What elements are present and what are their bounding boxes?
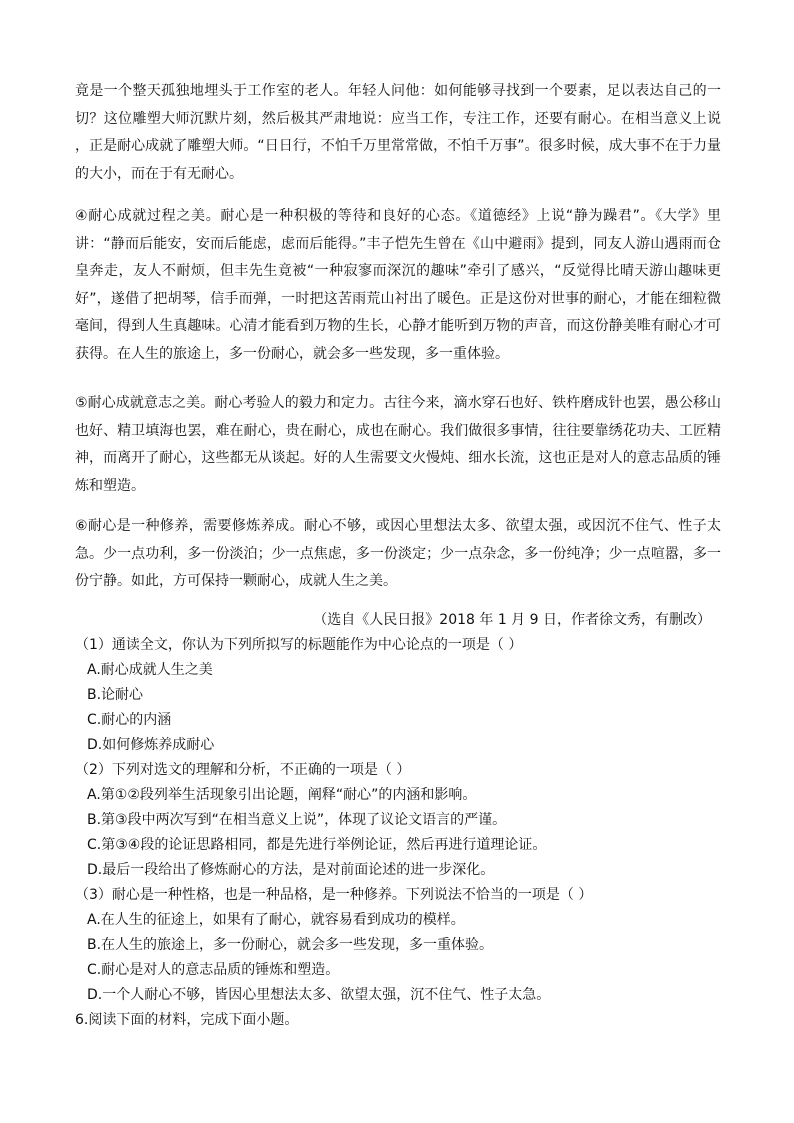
- question-2-option-d[interactable]: D.最后一段给出了修炼耐心的方法，是对前面论述的进一步深化。: [87, 862, 495, 878]
- question-2-option-c[interactable]: C.第③④段的论证思路相同，都是先进行举例论证，然后再进行道理论证。: [87, 837, 547, 853]
- question-1-stem: （1）通读全文，你认为下列所拟写的标题能作为中心论点的一项是（ ）: [75, 637, 523, 653]
- question-3-option-a[interactable]: A.在人生的征途上，如果有了耐心，就容易看到成功的模样。: [87, 912, 465, 928]
- next-item-heading: 6.阅读下面的材料，完成下面小题。: [75, 1012, 299, 1028]
- question-2-option-b[interactable]: B.第③段中两次写到“在相当意义上说”，体现了议论文语言的严谨。: [87, 812, 507, 828]
- paragraph-5: ⑤耐心成就意志之美。耐心考验人的毅力和定力。古往今来，滴水穿石也好、铁杵磨成针也罢，愚公移山也好、精卫填海也罢，难在耐心，贵在耐心，成也在耐心。我们做很多事情，往往要靠绣花功夫、工匠精神，而离开了耐心，这些都无从谈起。好的人生需要文火慢炖、细水长流，这也正是对人的意志品质的锤炼和塑造。: [75, 395, 721, 494]
- paragraph-continued: 竟是一个整天孤独地埋头于工作室的老人。年轻人问他：如何能够寻找到一个要素，足以表达自己的一切？这位雕塑大师沉默片刻，然后极其严肃地说：应当工作，专注工作，还要有耐心。在相当意义上说 ，正是耐心成就了雕塑大师。“日日行，不怕千万里常常做，不怕千万事”。很多时候，成大事不在于力量的大小，而在于有无耐心。: [75, 83, 721, 182]
- source-citation: （选自《人民日报》2018 年 1 月 9 日，作者徐文秀，有删改）: [313, 612, 711, 628]
- question-2-option-a[interactable]: A.第①②段列举生活现象引出论题，阐释“耐心”的内涵和影响。: [87, 787, 477, 803]
- question-2-stem: （2）下列对选文的理解和分析，不正确的一项是（ ）: [75, 762, 411, 778]
- question-1-option-b[interactable]: B.论耐心: [87, 687, 144, 703]
- question-3-option-b[interactable]: B.在人生的旅途上，多一份耐心，就会多一些发现，多一重体验。: [87, 937, 494, 953]
- question-1-option-d[interactable]: D.如何修炼养成耐心: [87, 737, 215, 753]
- question-1-option-a[interactable]: A.耐心成就人生之美: [87, 662, 213, 678]
- paragraph-4: ④耐心成就过程之美。耐心是一种积极的等待和良好的心态。《道德经》上说“静为躁君”。《大学》里讲：“静而后能安，安而后能虑，虑而后能得。”丰子恺先生曾在《山中避雨》提到，同友人游山遇雨而仓皇奔走，友人不耐烦，但丰先生竟被“一种寂寥而深沉的趣味”牵引了感兴，“反觉得比晴天游山趣味更好”，遂借了把胡琴，信手而弹，一时把这苦雨荒山衬出了暖色。正是这份对世事的耐心，才能在细粒微毫间，得到人生真趣味。心清才能看到万物的生长，心静才能听到万物的声音，而这份静美唯有耐心才可获得。在人生的旅途上，多一份耐心，就会多一些发现，多一重体验。: [75, 208, 721, 362]
- question-3-option-c[interactable]: C.耐心是对人的意志品质的锤炼和塑造。: [87, 962, 340, 978]
- paragraph-6: ⑥耐心是一种修养，需要修炼养成。耐心不够，或因心里想法太多、欲望太强，或因沉不住气、性子太急。少一点功利，多一份淡泊；少一点焦虑，多一份淡定；少一点杂念，多一份纯净；少一点喧嚣，多一份宁静。如此，方可保持一颗耐心，成就人生之美。: [75, 518, 721, 589]
- question-3-option-d[interactable]: D.一个人耐心不够，皆因心里想法太多、欲望太强，沉不住气、性子太急。: [87, 987, 551, 1003]
- question-1-option-c[interactable]: C.耐心的内涵: [87, 712, 172, 728]
- question-3-stem: （3）耐心是一种性格，也是一种品格，是一种修养。下列说法不恰当的一项是（ ）: [75, 887, 593, 903]
